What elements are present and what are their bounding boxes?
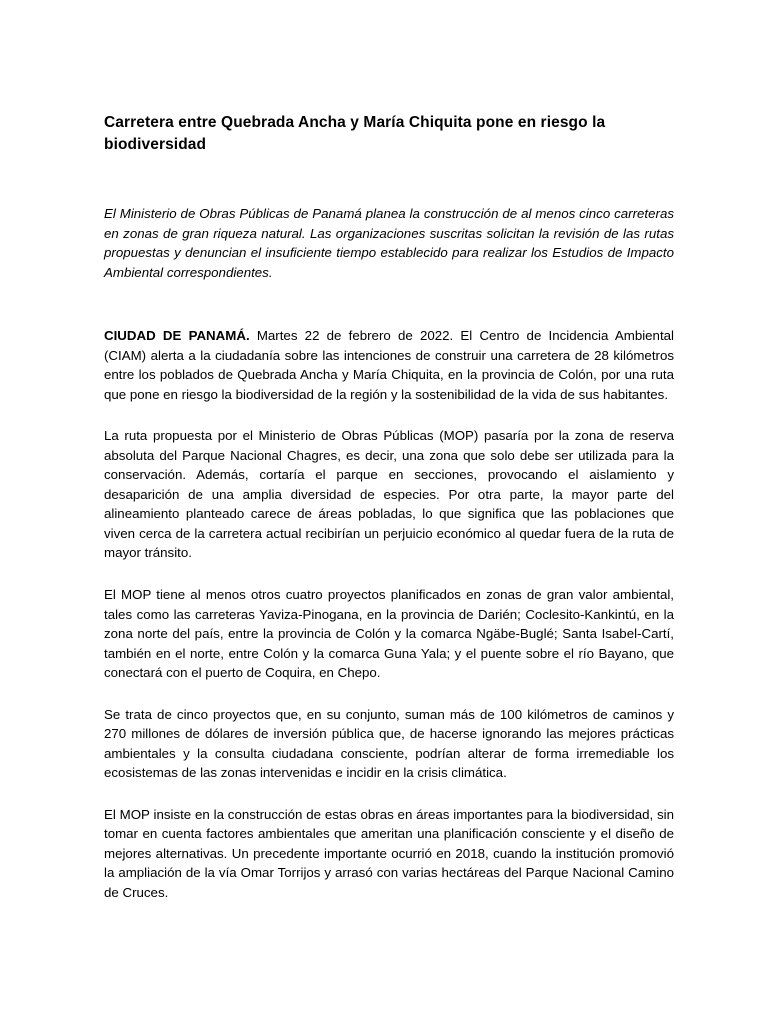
body-paragraph-3: El MOP tiene al menos otros cuatro proyectos planificados en zonas de gran valor ambiental, tales como las carreteras Yaviza-Pinogana, en la provincia de Darién; Coclesito-Kankintú, en la zona norte del país, entre la provincia de Colón y la comarca Ngäbe-Buglé; Santa Isabel-Cartí, también en el norte, entre Colón y la comarca Guna Yala; y el puente sobre el río Bayano, que conectará con el puerto de Coquira, en Chepo. (104, 586, 674, 681)
lede-paragraph: El Ministerio de Obras Públicas de Panamá planea la construcción de al menos cinco carreteras en zonas de gran riqueza natural. Las organizaciones suscritas solicitan la revisión de las rutas propuestas y denuncian el insuficiente tiempo establecido para realizar los Estudios de Impacto Ambiental correspondientes. (104, 206, 674, 280)
body-paragraph-4: Se trata de cinco proyectos que, en su conjunto, suman más de 100 kilómetros de caminos y 270 millones de dólares de inversión pública que, de hacerse ignorando las mejores prácticas ambientales y la consulta ciudadana consciente, podrían alterar de forma irremediable los ecosistemas de las zonas intervenidas e incidir en la crisis climática. (104, 706, 674, 781)
body-paragraph-1-text: Martes 22 de febrero de 2022. El Centro de Incidencia Ambiental (CIAM) alerta a la ciudadanía sobre las intenciones de construir una carretera de 28 kilómetros entre los poblados de Quebrada Ancha y María Chiquita, en la provincia de Colón, por una ruta que pone en riesgo la biodiversidad de la región y la sostenibilidad de la vida de sus habitantes. (104, 328, 674, 402)
body-paragraph-2: La ruta propuesta por el Ministerio de Obras Públicas (MOP) pasaría por la zona de reserva absoluta del Parque Nacional Chagres, es decir, una zona que solo debe ser utilizada para la conservación. Además, cortaría el parque en secciones, provocando el aislamiento y desaparición de una amplia diversidad de especies. Por otra parte, la mayor parte del alineamiento planteado carece de áreas pobladas, lo que significa que las poblaciones que viven cerca de la carretera actual recibirían un perjuicio económico al quedar fuera de la ruta de mayor tránsito. (104, 428, 674, 561)
dateline: CIUDAD DE PANAMÁ. (104, 328, 250, 344)
body-paragraph-1 (104, 326, 676, 404)
body-paragraph-5: El MOP insiste en la construcción de estas obras en áreas importantes para la biodiversidad, sin tomar en cuenta factores ambientales que ameritan una planificación consciente y el diseño de mejores alternativas. Un precedente importante ocurrió en 2018, cuando la institución promovió la ampliación de la vía Omar Torrijos y arrasó con varias hectáreas del Parque Nacional Camino de Cruces. (104, 806, 674, 900)
page-title: Carretera entre Quebrada Ancha y María Chiquita pone en riesgo la biodiversidad (104, 114, 606, 153)
